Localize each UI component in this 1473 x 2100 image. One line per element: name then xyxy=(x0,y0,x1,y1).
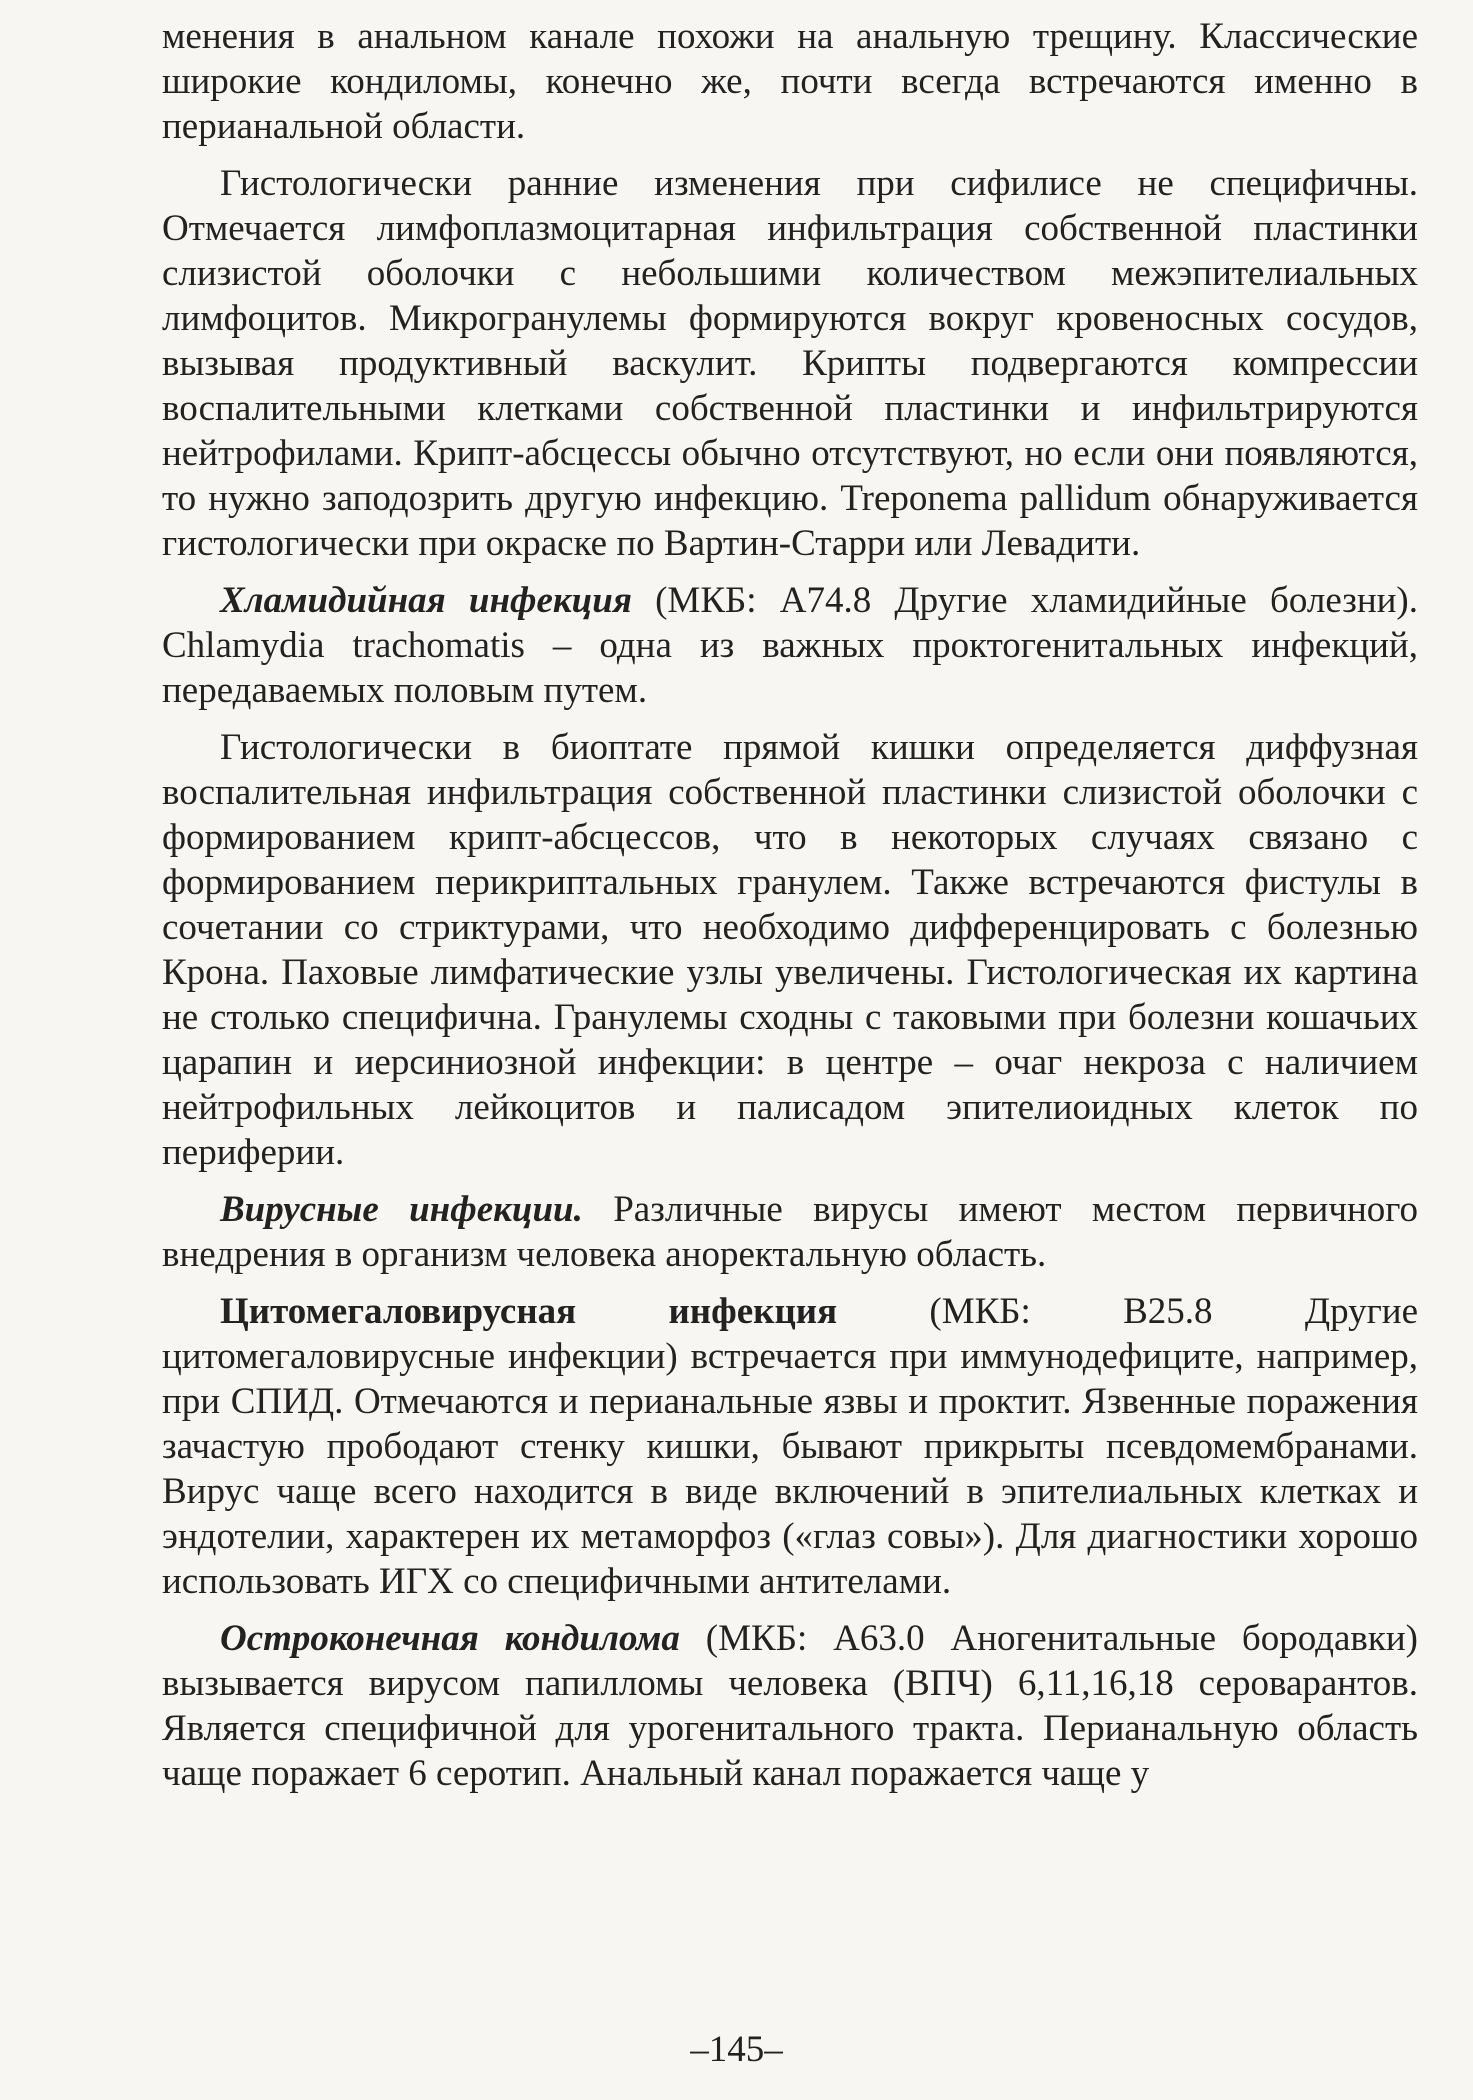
paragraph-cytomegalovirus xyxy=(162,1289,1418,1604)
paragraph-text: (МКБ: А74.8 Другие хламидийные болезни). Chlamydia trachomatis – одна из важных проктогенитальных инфекций, передаваемых половым путем. xyxy=(162,580,1419,711)
paragraph-text: Гистологически ранние изменения при сифилисе не специфичны. Отмечается лимфоплазмоцитарная инфильтрация собственной пластинки слизистой оболочки с небольшими количеством межэпителиальных лимфоцитов. Микрогранулемы формируются вокруг кровеносных сосудов, вызывая продуктивный васкулит. Крипты подвергаются компрессии воспалительными клетками собственной пластинки и инфильтрируются нейтрофилами. Крипт-абсцессы обычно отсутствуют, но если они появляются, то нужно заподозрить другую инфекцию. Treponema pallidum обнаруживается гистологически при окраске по Вартин-Старри или Левадити. xyxy=(162,163,1418,564)
section-heading-cytomegalovirus: Цитомегаловирусная инфекция xyxy=(220,1291,838,1332)
section-heading-condyloma: Остроконечная кондилома xyxy=(220,1618,680,1659)
paragraph-continuation xyxy=(162,14,1418,149)
paragraph-chlamydia-histology xyxy=(162,725,1418,1175)
paragraph-syphilis-histology xyxy=(162,161,1418,566)
paragraph-viral-infections xyxy=(162,1187,1418,1277)
paragraph-text: (МКБ: В25.8 Другие цитомегаловирусные инфекции) встречается при иммунодефиците, например, при СПИД. Отмечаются и перианальные язвы и проктит. Язвенные поражения зачастую прободают стенку кишки, бывают прикрыты псевдомембранами. Вирус чаще всего находится в виде включений в эпителиальных клетках и эндотелии, характерен их метаморфоз («глаз совы»). Для диагностики хорошо использовать ИГХ со специфичными антителами. xyxy=(162,1291,1418,1602)
paragraph-text: Различные вирусы имеют местом первичного внедрения в организм человека аноректальную область. xyxy=(162,1189,1418,1275)
section-heading-viral: Вирусные инфекции. xyxy=(220,1189,583,1230)
page-number: –145– xyxy=(690,2029,783,2070)
section-heading-chlamydia: Хламидийная инфекция xyxy=(220,580,632,621)
paragraph-text: Гистологически в биоптате прямой кишки определяется диффузная воспалительная инфильтрация собственной пластинки слизистой оболочки с формированием крипт-абсцессов, что в некоторых случаях связано с формированием перикриптальных гранулем. Также встречаются фистулы в сочетании со стриктурами, что необходимо дифференцировать с болезнью Крона. Паховые лимфатические узлы увеличены. Гистологическая их картина не столько специфична. Гранулемы сходны с таковыми при болезни кошачьих царапин и иерсиниозной инфекции: в центре – очаг некроза с наличием нейтрофильных лейкоцитов и палисадом эпителиоидных клеток по периферии. xyxy=(162,727,1418,1173)
paragraph-chlamydia xyxy=(162,578,1418,713)
paragraph-condyloma xyxy=(162,1616,1418,1796)
paragraph-text: менения в анальном канале похожи на анальную трещину. Классические широкие кондиломы, конечно же, почти всегда встречаются именно в перианальной области. xyxy=(162,16,1418,147)
paragraph-text: (МКБ: А63.0 Аногенитальные бородавки) вызывается вирусом папилломы человека (ВПЧ) 6,11,16,18 сероварантов. Является специфичной для урогенитального тракта. Перианальную область чаще поражает 6 серотип. Анальный канал поражается чаще у xyxy=(162,1618,1418,1794)
body-text xyxy=(162,14,1418,1796)
